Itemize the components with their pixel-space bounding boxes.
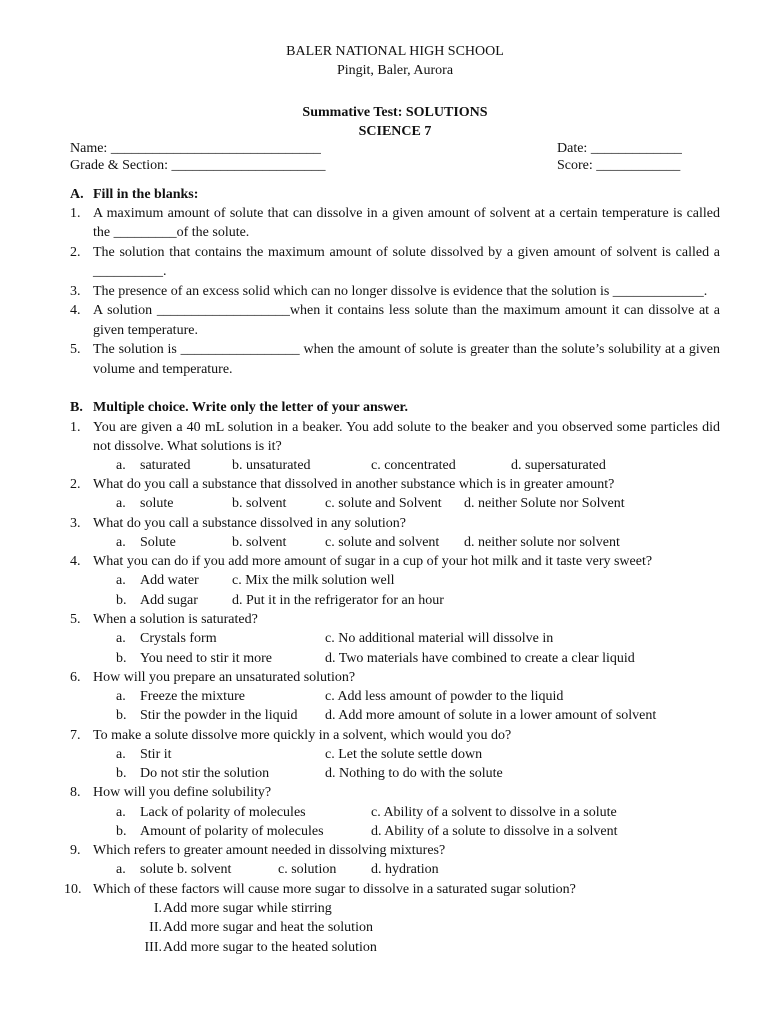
option-row: a. Crystals form c. No additional material will dissolve in <box>116 631 554 647</box>
option-row: a. Solute b. solvent c. solute and solvent d. neither solute nor solvent <box>116 534 620 550</box>
option-row: b. You need to stir it more d. Two materials have combined to create a clear liquid <box>116 650 635 666</box>
option-row: a. Lack of polarity of molecules c. Ability of a solvent to dissolve in a solute <box>116 804 617 820</box>
question-item: 9. Which refers to greater amount needed in dissolving mixtures? <box>70 843 446 859</box>
option-row: b. Stir the powder in the liquid d. Add more amount of solute in a lower amount of solvent <box>116 708 657 724</box>
school-address: Pingit, Baler, Aurora <box>336 63 454 79</box>
grade-section-field: Grade & Section: ______________________ <box>70 157 326 173</box>
fill-blank-item: 2. The solution that contains the maximum amount of solute dissolved by a given amount of solvent is called a __________. <box>70 244 720 280</box>
test-page <box>64 42 720 957</box>
option-row: a. Freeze the mixture c. Add less amount of powder to the liquid <box>116 689 564 705</box>
section-a-heading: A. Fill in the blanks: <box>70 186 199 202</box>
option-row: a. Add water c. Mix the milk solution well <box>116 573 395 589</box>
option-row: a. solute b. solvent c. solution d. hydration <box>116 862 439 878</box>
question-item: 10. Which of these factors will cause more sugar to dissolve in a saturated sugar solution? <box>64 881 576 897</box>
roman-option-row: II. Add more sugar and heat the solution <box>149 920 373 936</box>
fill-blank-item: 1. A maximum amount of solute that can dissolve in a given amount of solvent at a certain temperature is called the _________of the solute. <box>70 205 720 241</box>
option-row: a. Stir it c. Let the solute settle down <box>116 746 483 762</box>
question-item: 8. How will you define solubility? <box>70 785 272 801</box>
fill-blank-item: 4. A solution ___________________when it contains less solute than the maximum amount it can dissolve at a given temperature. <box>70 303 720 338</box>
fill-blank-item: 5. The solution is _________________ when the amount of solute is greater than the solute’s solubility at a given volume and temperature. <box>70 342 720 377</box>
name-date-row <box>70 140 720 157</box>
name-field: Name: ______________________________ <box>70 140 321 156</box>
school-name: BALER NATIONAL HIGH SCHOOL <box>286 44 504 59</box>
score-field: Score: ____________ <box>557 157 681 173</box>
question-item: 2. What do you call a substance that dissolved in another substance which is in greater amount? <box>70 477 615 493</box>
question-item: 4. What you can do if you add more amount of sugar in a cup of your hot milk and it taste very sweet? <box>70 554 653 570</box>
question-item: 7. To make a solute dissolve more quickly in a solvent, which would you do? <box>70 727 512 743</box>
option-row: a. solute b. solvent c. solute and Solvent d. neither Solute nor Solvent <box>116 496 625 512</box>
question-item: 6. How will you prepare an unsaturated solution? <box>70 669 356 685</box>
fill-blank-item: 3. The presence of an excess solid which can no longer dissolve is evidence that the solution is _____________. <box>70 283 708 299</box>
roman-option-row: I. Add more sugar while stirring <box>153 900 332 916</box>
test-title: Summative Test: SOLUTIONS <box>302 105 488 121</box>
date-field: Date: _____________ <box>557 140 682 156</box>
grade-score-row <box>70 157 720 174</box>
option-row: b. Amount of polarity of molecules d. Ability of a solute to dissolve in a solvent <box>116 823 618 839</box>
question-item: 3. What do you call a substance dissolved in any solution? <box>70 515 406 531</box>
section-b-heading: B. Multiple choice. Write only the letter of your answer. <box>70 400 408 416</box>
roman-option-row: III. Add more sugar to the heated solution <box>144 939 377 955</box>
subject-title: SCIENCE 7 <box>358 123 432 139</box>
option-row: b. Add sugar d. Put it in the refrigerator for an hour <box>116 592 444 608</box>
question-item: 5. When a solution is saturated? <box>70 612 258 628</box>
option-row: b. Do not stir the solution d. Nothing to do with the solute <box>116 766 503 782</box>
option-row: a. saturated b. unsaturated c. concentrated d. supersaturated <box>116 457 606 473</box>
question-item: 1. You are given a 40 mL solution in a beaker. You add solute to the beaker and you observed some particles did not dissolve. What solutions is it? <box>70 419 720 454</box>
